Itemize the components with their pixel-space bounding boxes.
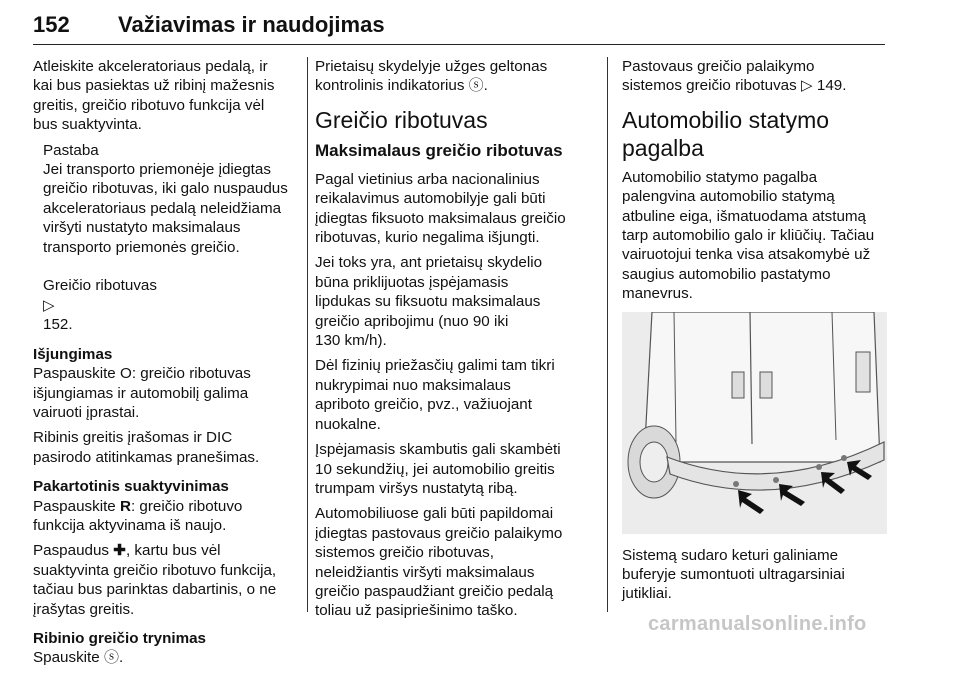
reference-arrow-icon: ▷ bbox=[800, 77, 813, 95]
speed-limiter-icon: ⓢ bbox=[468, 77, 484, 95]
paragraph: Atleiskite akceleratoriaus pedalą, ir kai bus pasiektas už ribinį mažesnis greitis, greičio ribotuvo funkcija vėl bus suaktyvinta. bbox=[33, 58, 275, 134]
r-key-icon: R bbox=[119, 497, 131, 515]
paragraph: Pagal vietinius arba nacionalinius reikalavimus automobilyje gali būti įdiegtas fiksuoto maksimalaus greičio ribotuvas, kurio negalima išjungti. bbox=[315, 170, 566, 247]
column-left bbox=[33, 57, 301, 674]
paragraph: Automobilio statymo pagalba palengvina automobilio statymą atbuline eiga, išmatuodama atstumą tarp automobilio galo ir kliūčių. Tačiau vairuotojui tenka visa atsakomybė už saugius automobilio pastatymo manevrus. bbox=[622, 168, 875, 303]
paragraph: Automobiliuose gali būti papildomai įdiegtas pastovaus greičio palaikymo sistemos greičio ribotuvas, neleidžiantis viršyti maksimalaus greičio paspaudžiant greičio pedalą toliau už pasipriešinimo taško. bbox=[315, 505, 563, 620]
note-title: Pastaba bbox=[43, 141, 99, 159]
paragraph: Spauskite ⓢ. bbox=[33, 649, 124, 667]
subsection-heading-max-speed: Maksimalaus greičio ribotuvas bbox=[315, 140, 563, 160]
subheading-resume: Pakartotinis suaktyvinimas bbox=[33, 478, 229, 496]
paragraph: Jei toks yra, ant prietaisų skydelio būna priklijuotas įspėjamasis lipdukas su fiksuotu maksimalaus greičio apribojimu (nuo 90 iki 130 km/h). bbox=[315, 254, 543, 350]
column-middle bbox=[315, 57, 595, 627]
paragraph: Įspėjamasis skambutis gali skambėti 10 sekundžių, jei automobilio greitis trumpam viršys nustatytą ribą. bbox=[315, 441, 561, 497]
page-number: 152 bbox=[33, 12, 70, 37]
o-key-icon: O bbox=[119, 365, 132, 383]
paragraph: Ribinis greitis įrašomas ir DIC pasirodo atitinkamas pranešimas. bbox=[33, 429, 260, 466]
paragraph: Paspauskite R: greičio ribotuvo funkcija aktyvinama iš naujo. bbox=[33, 497, 243, 534]
reference-arrow-icon: ▷ bbox=[43, 296, 55, 314]
page-title: Važiavimas ir naudojimas bbox=[118, 12, 385, 37]
section-heading-speed-limiter: Greičio ribotuvas bbox=[315, 106, 488, 133]
paragraph: Sistemą sudaro keturi galiniame buferyje sumontuoti ultragarsiniai jutikliai. bbox=[622, 546, 845, 603]
section-heading-parking-assist: Automobilio statymo pagalba bbox=[622, 106, 830, 161]
column-divider bbox=[307, 57, 308, 612]
plus-icon: ✚ bbox=[113, 542, 126, 560]
note-text: Jei transporto priemonėje įdiegtas greičio ribotuvas, iki galo nuspaudus akceleratoriaus pedalą neleidžiama viršyti nustatyto maksimalaus transporto priemonės greičio. bbox=[43, 161, 288, 256]
paragraph: Paspaudus ✚, kartu bus vėl suaktyvinta greičio ribotuvo funkcija, tačiau bus parinktas dabartinis, o ne įrašytas greitis. bbox=[33, 542, 277, 618]
subheading-off: Išjungimas bbox=[33, 345, 113, 363]
van-rear-drawing bbox=[622, 312, 887, 534]
speed-limiter-icon: ⓢ bbox=[103, 649, 119, 667]
van-rear-sensors-illustration bbox=[622, 312, 887, 534]
page-header bbox=[33, 8, 885, 45]
note-reference: Greičio ribotuvas ▷ 152. bbox=[43, 277, 157, 334]
paragraph: Prietaisų skydelyje užges geltonas kontrolinis indikatorius ⓢ. bbox=[315, 58, 548, 95]
paragraph: Pastovaus greičio palaikymo sistemos greičio ribotuvas ▷ 149. bbox=[622, 58, 847, 95]
note-box bbox=[33, 141, 301, 335]
column-right bbox=[622, 57, 890, 610]
column-divider bbox=[607, 57, 608, 612]
paragraph: Paspauskite O: greičio ribotuvas išjungiamas ir automobilį galima vairuoti įprastai. bbox=[33, 365, 251, 421]
subheading-delete: Ribinio greičio trynimas bbox=[33, 629, 207, 647]
watermark: carmanualsonline.info bbox=[648, 613, 867, 635]
paragraph: Dėl fizinių priežasčių galimi tam tikri nukrypimai nuo maksimalaus apriboto greičio, pvz., važiuojant nuokalne. bbox=[315, 357, 555, 433]
